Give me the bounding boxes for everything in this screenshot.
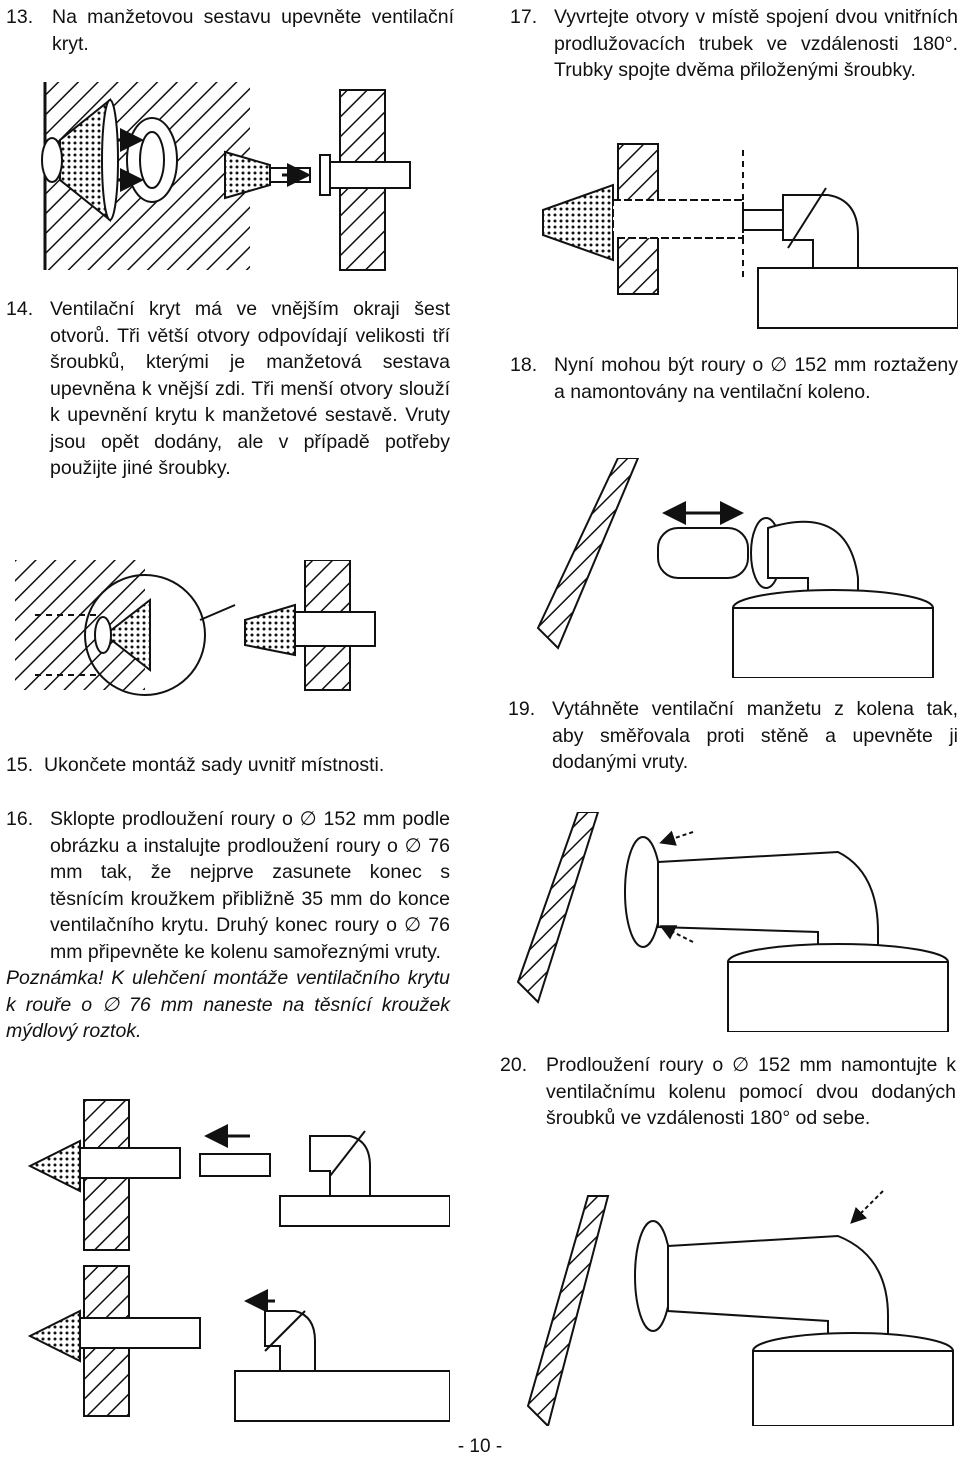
figure-step-14 <box>15 560 455 710</box>
step-number: 20. <box>500 1054 528 1076</box>
step-15 <box>6 752 456 779</box>
step-number: 14. <box>6 298 34 320</box>
step-number: 13. <box>6 6 34 28</box>
step-number: 15. <box>6 754 34 776</box>
step-text: Vyvrtejte otvory v místě spojení dvou vnitřních prodlužovacích trubek ve vzdálenosti 180°. Trubky spojte dvěma přiloženými šroubky. <box>554 6 958 81</box>
page-number: - 10 - <box>457 1436 503 1457</box>
figure-step-20 <box>508 1186 958 1426</box>
step-text: Na manžetovou sestavu upevněte ventilační kryt. <box>52 6 454 55</box>
figure-step-19 <box>508 812 958 1032</box>
step-text: Prodloužení roury o ∅ 152 mm namontujte k ventilačnímu kolenu pomocí dvou dodaných šroubků ve vzdálenosti 180° od sebe. <box>546 1054 956 1129</box>
step-number: 19. <box>508 698 536 720</box>
step-text: Ukončete montáž sady uvnitř místnosti. <box>44 754 385 776</box>
figure-step-16 <box>10 1096 450 1426</box>
step-13 <box>6 4 454 57</box>
figure-step-17 <box>528 140 958 330</box>
figure-step-18 <box>528 458 958 678</box>
step-number: 17. <box>510 6 538 28</box>
step-17 <box>510 4 958 84</box>
step-18 <box>510 352 958 405</box>
step-note: Poznámka! K ulehčení montáže ventilačního krytu k rouře o ∅ 76 mm naneste na těsnící kroužek mýdlový roztok. <box>6 967 450 1042</box>
step-text: Vytáhněte ventilační manžetu z kolena tak, aby směřovala proti stěně a upevněte ji dodanými vruty. <box>552 698 958 773</box>
step-text: Nyní mohou být roury o ∅ 152 mm roztaženy a namontovány na ventilační koleno. <box>554 354 958 403</box>
figure-step-13 <box>0 80 460 280</box>
step-number: 18. <box>510 354 538 376</box>
step-text: Ventilační kryt má ve vnějším okraji šest otvorů. Tři větší otvory odpovídají velikosti tří šroubků, kterými je manžetová sestava upevněna k vnější zdi. Tři menší otvory slouží k upevnění krytu k manžetové sestavě. Vruty jsou opět dodány, ale v případě potřeby použijte jiné šroubky. <box>50 298 450 479</box>
step-text: Sklopte prodloužení roury o ∅ 152 mm podle obrázku a instalujte prodloužení roury o ∅ 76 mm tak, že nejprve zasunete konec s těsnícím kroužkem přibližně 35 mm do konce ventilačního krytu. Druhý konec roury o ∅ 76 mm připevněte ke kolenu samořeznými vruty. <box>50 808 450 963</box>
step-number: 16. <box>6 808 34 830</box>
step-14 <box>6 296 450 482</box>
step-19 <box>508 696 958 776</box>
step-20 <box>500 1052 956 1132</box>
step-16 <box>6 806 450 1045</box>
